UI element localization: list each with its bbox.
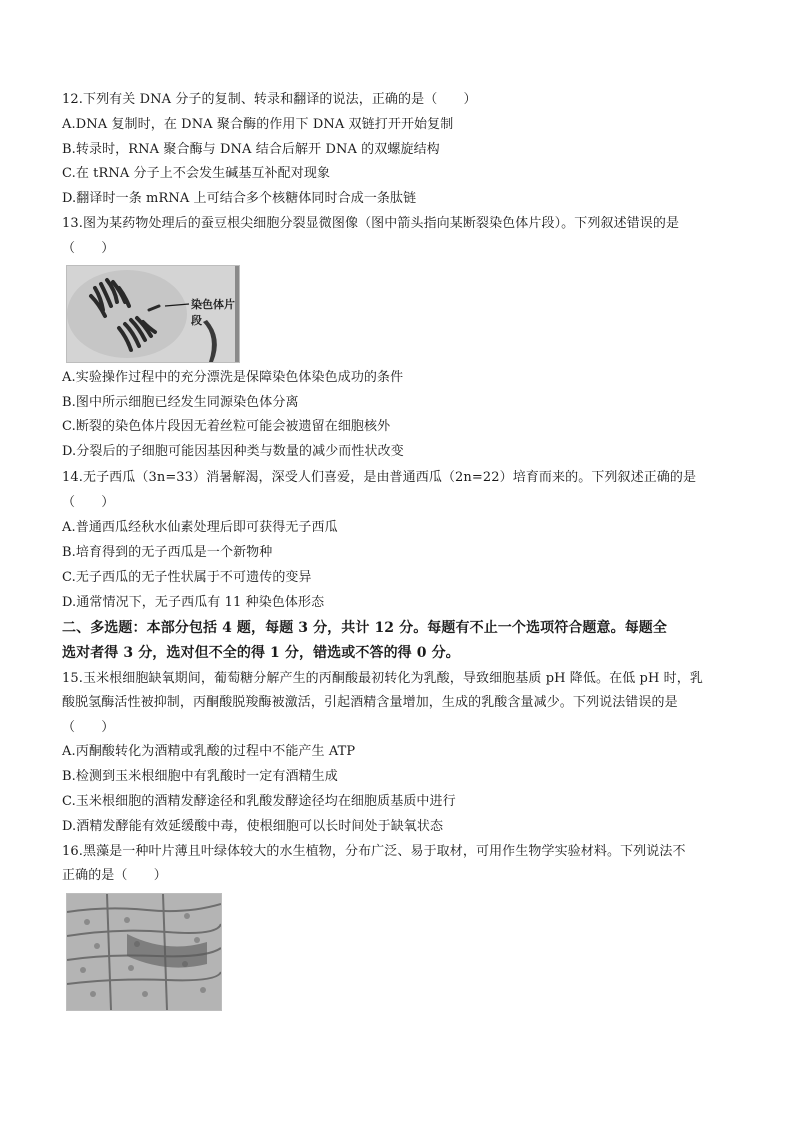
q16-stem-line2: 正确的是（ ） (62, 868, 167, 883)
q12-option-d: D.翻译时一条 mRNA 上可结合多个核糖体同时合成一条肽链 (62, 191, 417, 206)
q13-option-b: B.图中所示细胞已经发生同源染色体分离 (62, 395, 299, 410)
q14-stem-line2: （ ） (62, 495, 115, 510)
section2-heading-line1: 二、多选题：本部分包括 4 题，每题 3 分，共计 12 分。每题有不止一个选项符合题意。每题全 (62, 620, 668, 636)
q15-option-c: C.玉米根细胞的酒精发酵途径和乳酸发酵途径均在细胞质基质中进行 (62, 794, 456, 809)
q13-micrograph (66, 265, 240, 363)
q13-option-c: C.断裂的染色体片段因无着丝粒可能会被遗留在细胞核外 (62, 419, 391, 434)
q16-leaf-micrograph (66, 893, 222, 1011)
q14-option-d: D.通常情况下，无子西瓜有 11 种染色体形态 (62, 595, 325, 610)
q16-stem-line1: 16.黑藻是一种叶片薄且叶绿体较大的水生植物，分布广泛、易于取材，可用作生物学实验材料。下列说法不 (62, 844, 686, 859)
q12-option-a: A.DNA 复制时，在 DNA 聚合酶的作用下 DNA 双链打开开始复制 (62, 117, 454, 132)
q14-stem-line1: 14.无子西瓜（3n=33）消暑解渴，深受人们喜爱，是由普通西瓜（2n=22）培育而来的。下列叙述正确的是 (62, 470, 697, 485)
leaf-cell-image (67, 894, 221, 1010)
q15-option-b: B.检测到玉米根细胞中有乳酸时一定有酒精生成 (62, 769, 338, 784)
q14-option-a: A.普通西瓜经秋水仙素处理后即可获得无子西瓜 (62, 520, 338, 535)
q13-stem-line2: （ ） (62, 241, 115, 256)
q13-option-d: D.分裂后的子细胞可能因基因种类与数量的减少而性状改变 (62, 444, 404, 459)
section2-heading-line2: 选对者得 3 分，选对但不全的得 1 分，错选或不答的得 0 分。 (62, 645, 460, 661)
figure-label: 染色体片段 (191, 298, 235, 327)
q15-option-a: A.丙酮酸转化为酒精或乳酸的过程中不能产生 ATP (62, 744, 356, 759)
q13-option-a: A.实验操作过程中的充分漂洗是保障染色体染色成功的条件 (62, 370, 404, 385)
q15-option-d: D.酒精发酵能有效延缓酸中毒，使根细胞可以长时间处于缺氧状态 (62, 819, 444, 834)
q14-option-c: C.无子西瓜的无子性状属于不可遗传的变异 (62, 570, 312, 585)
q15-stem-line3: （ ） (62, 720, 115, 735)
q15-stem-line1: 15.玉米根细胞缺氧期间，葡萄糖分解产生的丙酮酸最初转化为乳酸，导致细胞基质 pH 降低。在低 pH 时，乳 (62, 671, 703, 686)
q12-option-c: C.在 tRNA 分子上不会发生碱基互补配对现象 (62, 166, 331, 181)
q12-option-b: B.转录时，RNA 聚合酶与 DNA 结合后解开 DNA 的双螺旋结构 (62, 142, 440, 157)
q12-stem: 12.下列有关 DNA 分子的复制、转录和翻译的说法，正确的是（ ） (62, 92, 477, 107)
q13-stem-line1: 13.图为某药物处理后的蚕豆根尖细胞分裂显微图像（图中箭头指向某断裂染色体片段）。下列叙述错误的是 (62, 216, 680, 231)
q15-stem-line2: 酸脱氢酶活性被抑制，丙酮酸脱羧酶被激活，引起酒精含量增加，生成的乳酸含量减少。下列说法错误的是 (62, 695, 678, 710)
q14-option-b: B.培育得到的无子西瓜是一个新物种 (62, 545, 273, 560)
